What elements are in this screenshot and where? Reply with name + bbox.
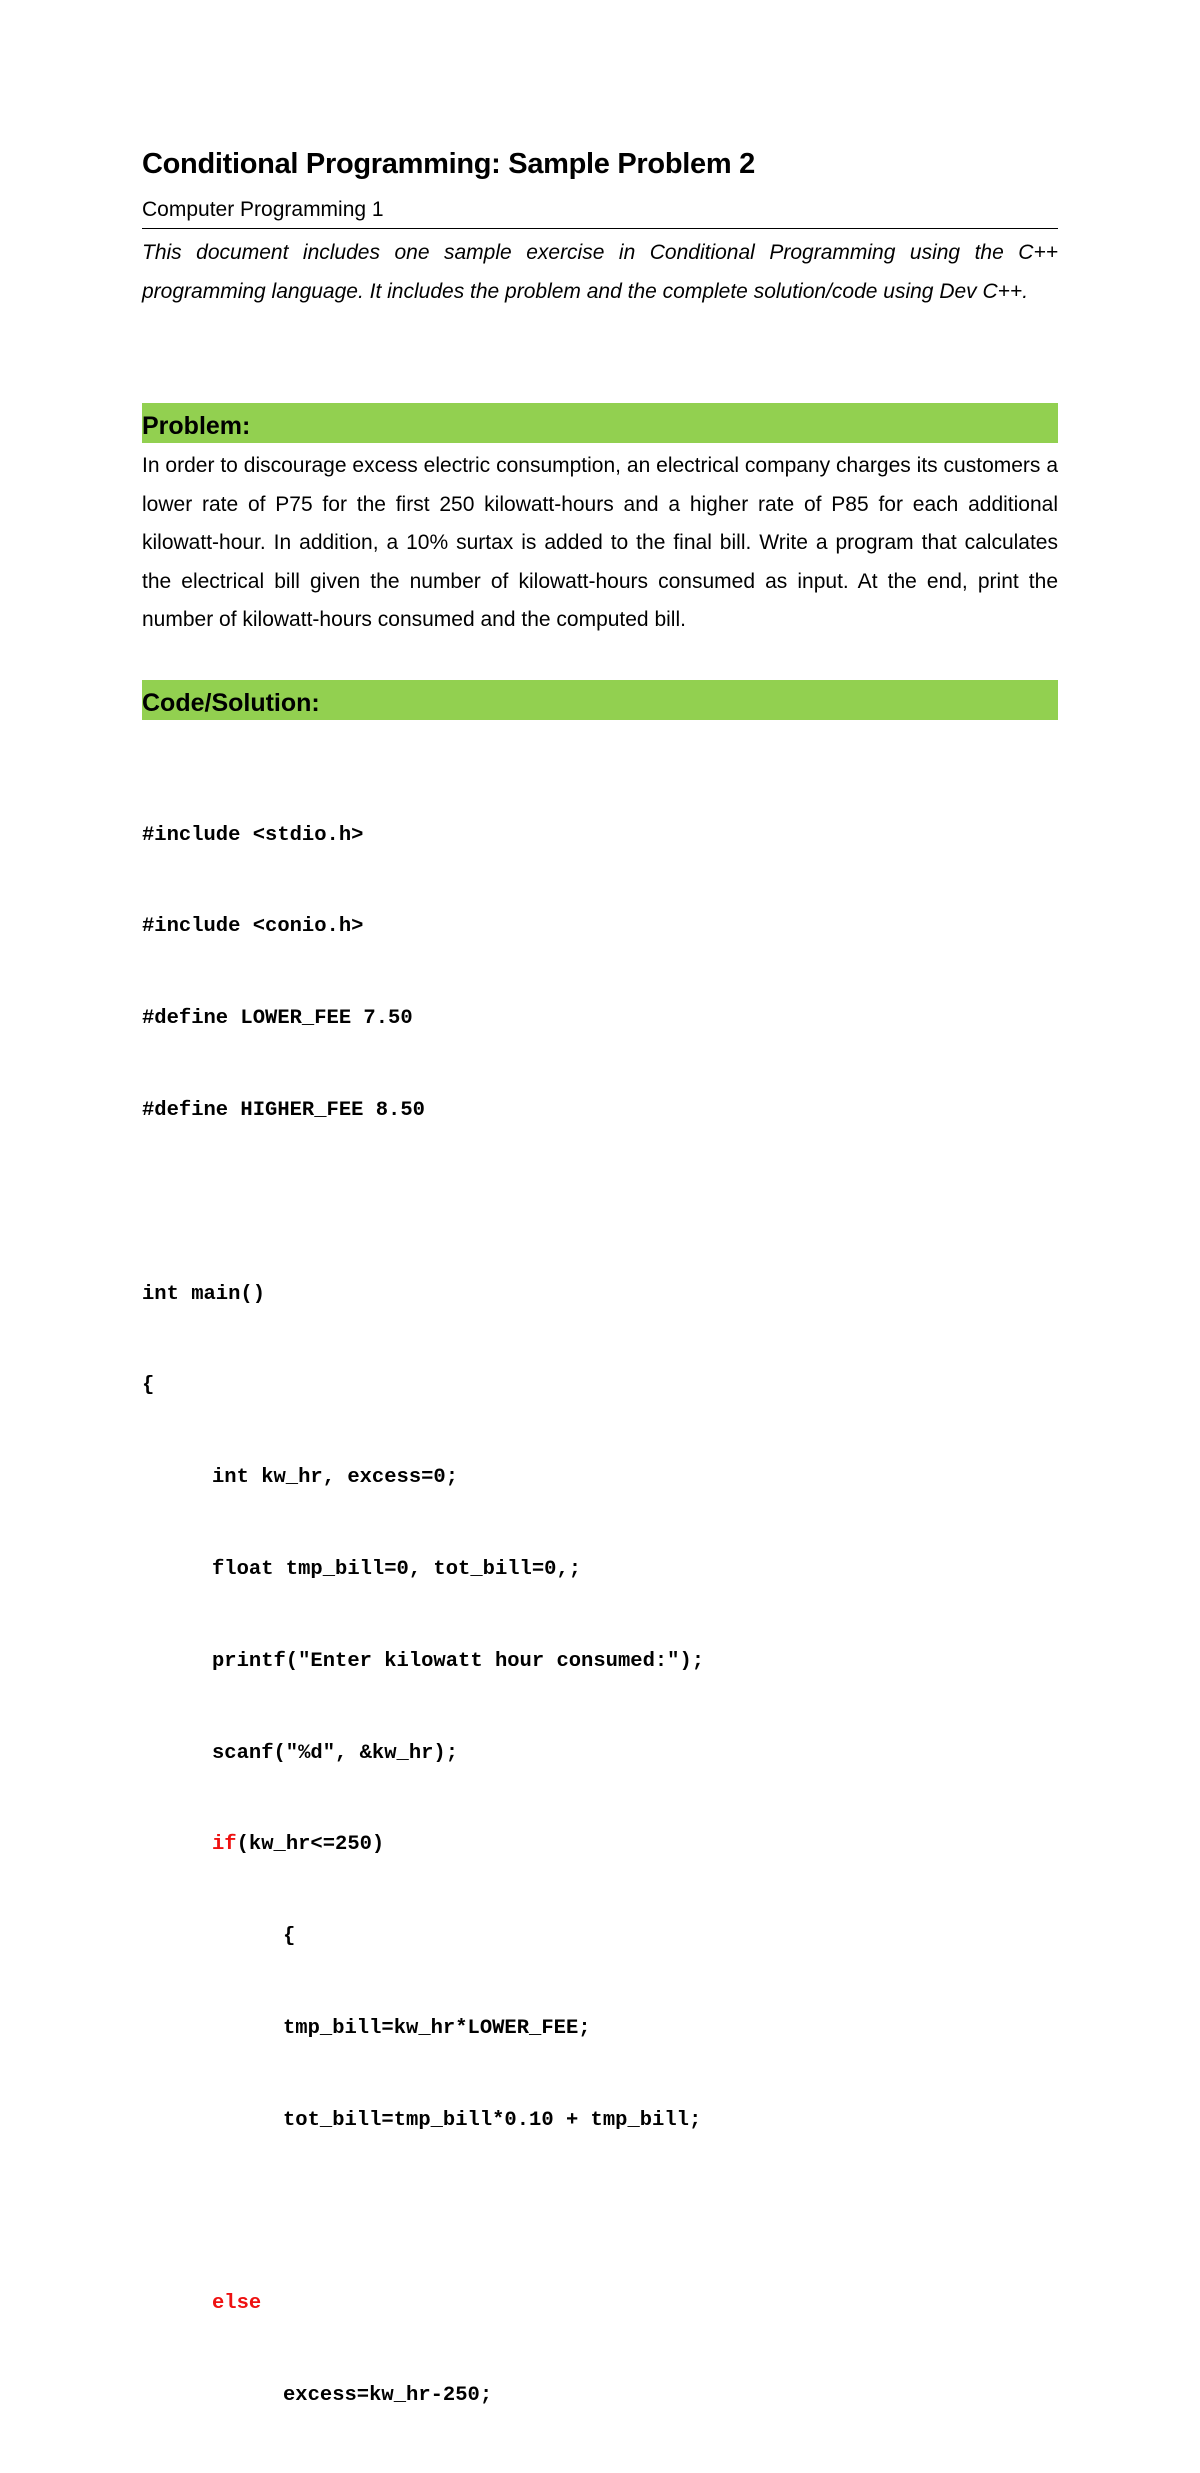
solution-heading: Code/Solution: xyxy=(142,680,1058,720)
code-line: #include <stdio.h> xyxy=(142,823,364,847)
page-title: Conditional Programming: Sample Problem 2 xyxy=(142,148,755,180)
code-line: excess=kw_hr-250; xyxy=(283,2383,493,2407)
code-line: tmp_bill=kw_hr*LOWER_FEE; xyxy=(283,2016,591,2040)
code-line: #define HIGHER_FEE 8.50 xyxy=(142,1099,425,1123)
code-line xyxy=(142,1830,1058,1861)
code-line: int kw_hr, excess=0; xyxy=(212,1466,459,1490)
code-blank-line xyxy=(142,1188,1058,1219)
code-keyword: else xyxy=(212,2292,262,2316)
document-page xyxy=(142,140,1058,2473)
code-line: { xyxy=(142,1374,155,1398)
code-line: float tmp_bill=0, tot_bill=0,; xyxy=(212,1557,582,1581)
code-line: #include <conio.h> xyxy=(142,915,364,939)
code-line: scanf("%d", &kw_hr); xyxy=(212,1741,459,1765)
problem-heading: Problem: xyxy=(142,403,1058,443)
code-line: { xyxy=(283,1925,296,1949)
code-blank-line xyxy=(142,2197,1058,2228)
code-keyword: if xyxy=(212,1833,237,1857)
code-line: tot_bill=tmp_bill*0.10 + tmp_bill; xyxy=(283,2108,702,2132)
code-line: int main() xyxy=(142,1282,266,1306)
code-line: #define LOWER_FEE 7.50 xyxy=(142,1007,413,1031)
code-line: printf("Enter kilowatt hour consumed:"); xyxy=(212,1649,705,1673)
problem-paragraph: In order to discourage excess electric consumption, an electrical company charges its customers a lower rate of P75 for the first 250 kilowatt-hours and a higher rate of P85 for each additional kilowatt-hour. In addition, a 10% surtax is added to the final bill. Write a program that calculates the electrical bill given the number of kilowatt-hours consumed as input. At the end, print the number of kilowatt-hours consumed and the computed bill. xyxy=(142,454,1058,631)
code-line xyxy=(142,2289,1058,2320)
code-text: (kw_hr<=250) xyxy=(236,1833,385,1857)
intro-paragraph: This document includes one sample exercise in Conditional Programming using the C++ programming language. It includes the problem and the complete solution/code using Dev C++. xyxy=(142,241,1058,303)
page-subtitle: Computer Programming 1 xyxy=(142,192,1058,229)
code-block xyxy=(142,760,1058,2473)
